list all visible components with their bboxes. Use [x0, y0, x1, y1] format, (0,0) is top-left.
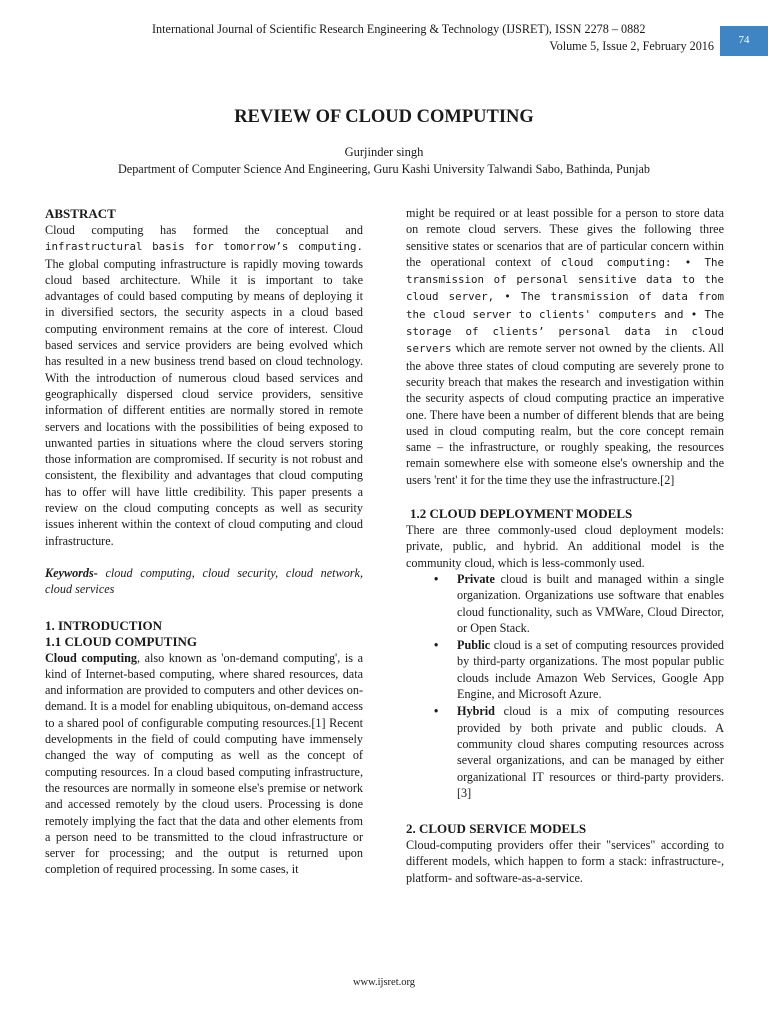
- intro-continued-paragraph: might be required or at least possible for a person to store data on remote cloud servers. These gives the following three sensitive states or scenarios that are of particular concern within the operational context of cloud computing: • The transmission of personal sensitive data to the cloud server, • The transmission of data from the cloud server to clients' computers and • The storage of clients’ personal data in cloud servers which are remote server not owned by the clients. All the above three states of cloud computing are severely prone to security breach that makes the research and investigation within the security aspects of cloud computing practice an imperative one. There have been a number of different blends that are being used in cloud computing realm, but the core concept remain same – the infrastructure, or roughly speaking, the resources remain somewhere else with someone else's ownership and the users 'rent' it for the time they use the infrastructure.[2]: [406, 206, 725, 487]
- deployment-list: [406, 571, 724, 801]
- volume-issue: Volume 5, Issue 2, February 2016: [549, 39, 714, 53]
- cloud-computing-subheading: 1.1 CLOUD COMPUTING: [45, 633, 198, 649]
- keywords-text: cloud computing, cloud security, cloud network, cloud services: [45, 565, 363, 597]
- abstract-heading: ABSTRACT: [45, 206, 116, 221]
- list-item: • Public cloud is a set of computing resources provided by third-party organizations. The most popular public clouds include Amazon Web Services, Google App Engine, and Microsoft Azure.: [434, 638, 724, 702]
- footer-url: www.ijsret.org: [352, 977, 416, 988]
- list-item: • Private cloud is built and managed within a single organization. Organizations use software that enables cloud functionality, such as VMWare, Cloud Director, or Open Stack.: [434, 571, 724, 635]
- intro-paragraph: Cloud computing, also known as 'on-demand computing', is a kind of Internet-based computing, where shared resources, data and information are provided to computers and other devices on-demand. It is a model for enabling ubiquitous, on-demand access to a shared pool of configurable computing resources.[1] Recent developments in the field of could computing have immensely changed the way of computing as well as the concept of computing resources. In a cloud based computing infrastructure, the resources are normally in someone else's premise or network and accessed remotely by the cloud users. Processing is done remotely implying the fact that the data and other elements from a person need to be transmitted to the cloud infrastructure or server for processing; and the output is returned upon completion of required processing. In some cases, it: [45, 650, 363, 877]
- deployment-heading: 1.2 CLOUD DEPLOYMENT MODELS: [410, 506, 633, 522]
- right-column: [406, 205, 724, 886]
- deployment-intro: There are three commonly-used cloud deployment models: private, public, and hybrid. An additional model is the community cloud, which is less-commonly used.: [406, 523, 724, 570]
- author-name: Gurjinder singh: [344, 145, 424, 159]
- keywords: [45, 565, 363, 598]
- abstract-text: Cloud computing has formed the conceptual and infrastructural basis for tomorrow’s computing. The global computing infrastructure is rapidly moving towards cloud based architecture. While it is important to take advantages of could based computing by means of deploying it in diversified sectors, the security aspects in a cloud based computing environment remains at the core of interest. Cloud based services and service providers are being evolved which has resulted in a new business trend based on cloud technology. With the introduction of numerous cloud based services and geographically dispersed cloud service providers, sensitive information of different entities are normally stored in remote servers and locations with the possibilities of being exposed to unwanted parties in situations where the cloud servers storing those information are compromised. If security is not robust and consistent, the flexibility and advantages that cloud computing has to offer will have little credibility. This paper presents a review on the cloud computing concepts as well as security issues inherent within the context of cloud computing and cloud infrastructure.: [45, 223, 363, 548]
- service-models-text: Cloud-computing providers offer their "services" according to different models, which happen to form a stack: infrastructure-, platform- and software-as-a-service.: [406, 838, 724, 885]
- page-number-badge: 74: [720, 26, 768, 56]
- intro-heading: 1. INTRODUCTION: [45, 617, 163, 633]
- service-models-heading: 2. CLOUD SERVICE MODELS: [406, 821, 587, 837]
- paper-title: REVIEW OF CLOUD COMPUTING: [234, 107, 534, 127]
- list-item: • Hybrid cloud is a mix of computing resources provided by both private and public clouds. A community cloud shares computing resources across several organizations, and can be managed by either organizational IT resources or third-party providers.[3]: [434, 704, 724, 800]
- author-affiliation: Department of Computer Science And Engineering, Guru Kashi University Talwandi Sabo, Bathinda, Punjab: [117, 162, 651, 176]
- keywords-label: Keywords-: [45, 565, 98, 580]
- journal-header: International Journal of Scientific Research Engineering & Technology (IJSRET), ISSN 2278 – 0882: [152, 22, 646, 36]
- left-column: [45, 206, 363, 878]
